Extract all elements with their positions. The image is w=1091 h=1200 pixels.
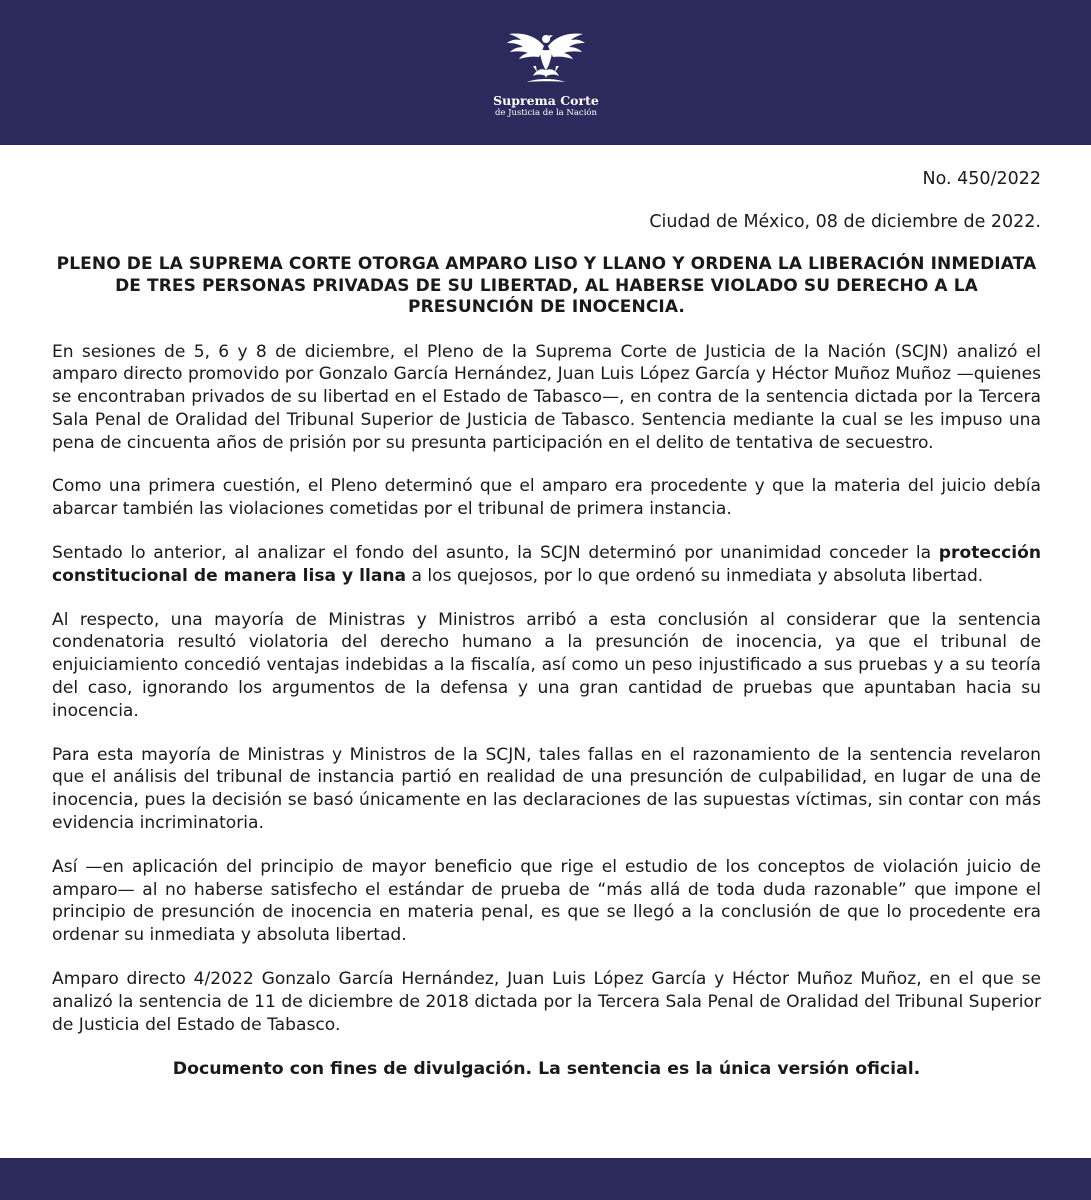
- paragraph-4: Al respecto, una mayoría de Ministras y Ministros arribó a esta conclusión al considerar que la sentencia condenatoria resultó violatoria del derecho humano a la presunción de inocencia, ya que el tribunal de enjuiciamiento concedió ventajas indebidas a la fiscalía, así como un peso injustificado a sus pruebas y a su teoría del caso, ignorando los argumentos de la defensa y una gran cantidad de pruebas que apuntaban hacia su inocencia.: [52, 609, 1041, 721]
- release-date: Ciudad de México, 08 de diciembre de 2022.: [649, 212, 1041, 232]
- paragraph-7: Amparo directo 4/2022 Gonzalo García Hernández, Juan Luis López García y Héctor Muñoz Muñoz, en el que se analizó la sentencia de 11 de diciembre de 2018 dictada por la Tercera Sala Penal de Oralidad del Tribunal Superior de Justicia del Estado de Tabasco.: [52, 969, 1041, 1035]
- disclaimer: Documento con fines de divulgación. La sentencia es la única versión oficial.: [172, 1059, 921, 1080]
- press-number: No. 450/2022: [922, 169, 1041, 189]
- logo-name: Suprema Corte: [493, 93, 599, 108]
- header-band: [0, 0, 1091, 145]
- paragraph-3-text-end: a los quejosos, por lo que ordenó su inmediata y absoluta libertad.: [406, 565, 984, 586]
- press-release-body: [52, 166, 1041, 1081]
- logo-subtitle: de Justicia de la Nación: [494, 108, 598, 118]
- headline: PLENO DE LA SUPREMA CORTE OTORGA AMPARO LISO Y LLANO Y ORDENA LA LIBERACIÓN INMEDIATA DE TRES PERSONAS PRIVADAS DE SU LIBERTAD, AL HABERSE VIOLADO SU DERECHO A LA PRESUNCIÓN DE INOCENCIA.: [56, 254, 1037, 317]
- scjn-logo: [488, 26, 604, 118]
- paragraph-3-bold: protección constitucional de manera lisa y llana: [52, 543, 1041, 586]
- paragraph-3-text-start: Sentado lo anterior, al analizar el fondo del asunto, la SCJN determinó por unanimidad conceder la: [52, 543, 939, 564]
- paragraph-5: Para esta mayoría de Ministras y Ministros de la SCJN, tales fallas en el razonamiento de la sentencia revelaron que el análisis del tribunal de instancia partió en realidad de una presunción de culpabilidad, en lugar de una de inocencia, pues la decisión se basó únicamente en las declaraciones de las supuestas víctimas, sin contar con más evidencia incriminatoria.: [52, 744, 1041, 834]
- paragraph-6: Así —en aplicación del principio de mayor beneficio que rige el estudio de los conceptos de violación juicio de amparo— al no haberse satisfecho el estándar de prueba de “más allá de toda duda razonable” que impone el principio de presunción de inocencia en materia penal, es que se llegó a la conclusión de que lo procedente era ordenar su inmediata y absoluta libertad.: [52, 856, 1041, 946]
- eagle-emblem-icon: [503, 26, 589, 90]
- paragraph-2: Como una primera cuestión, el Pleno determinó que el amparo era procedente y que la materia del juicio debía abarcar también las violaciones cometidas por el tribunal de primera instancia.: [52, 476, 1041, 520]
- footer-band: [0, 1158, 1091, 1200]
- paragraph-1: En sesiones de 5, 6 y 8 de diciembre, el Pleno de la Suprema Corte de Justicia de la Nación (SCJN) analizó el amparo directo promovido por Gonzalo García Hernández, Juan Luis López García y Héctor Muñoz Muñoz —quienes se encontraban privados de su libertad en el Estado de Tabasco—, en contra de la sentencia dictada por la Tercera Sala Penal de Oralidad del Tribunal Superior de Justicia de Tabasco. Sentencia mediante la cual se les impuso una pena de cincuenta años de prisión por su presunta participación en el delito de tentativa de secuestro.: [52, 341, 1041, 453]
- paragraph-3: [52, 542, 1041, 588]
